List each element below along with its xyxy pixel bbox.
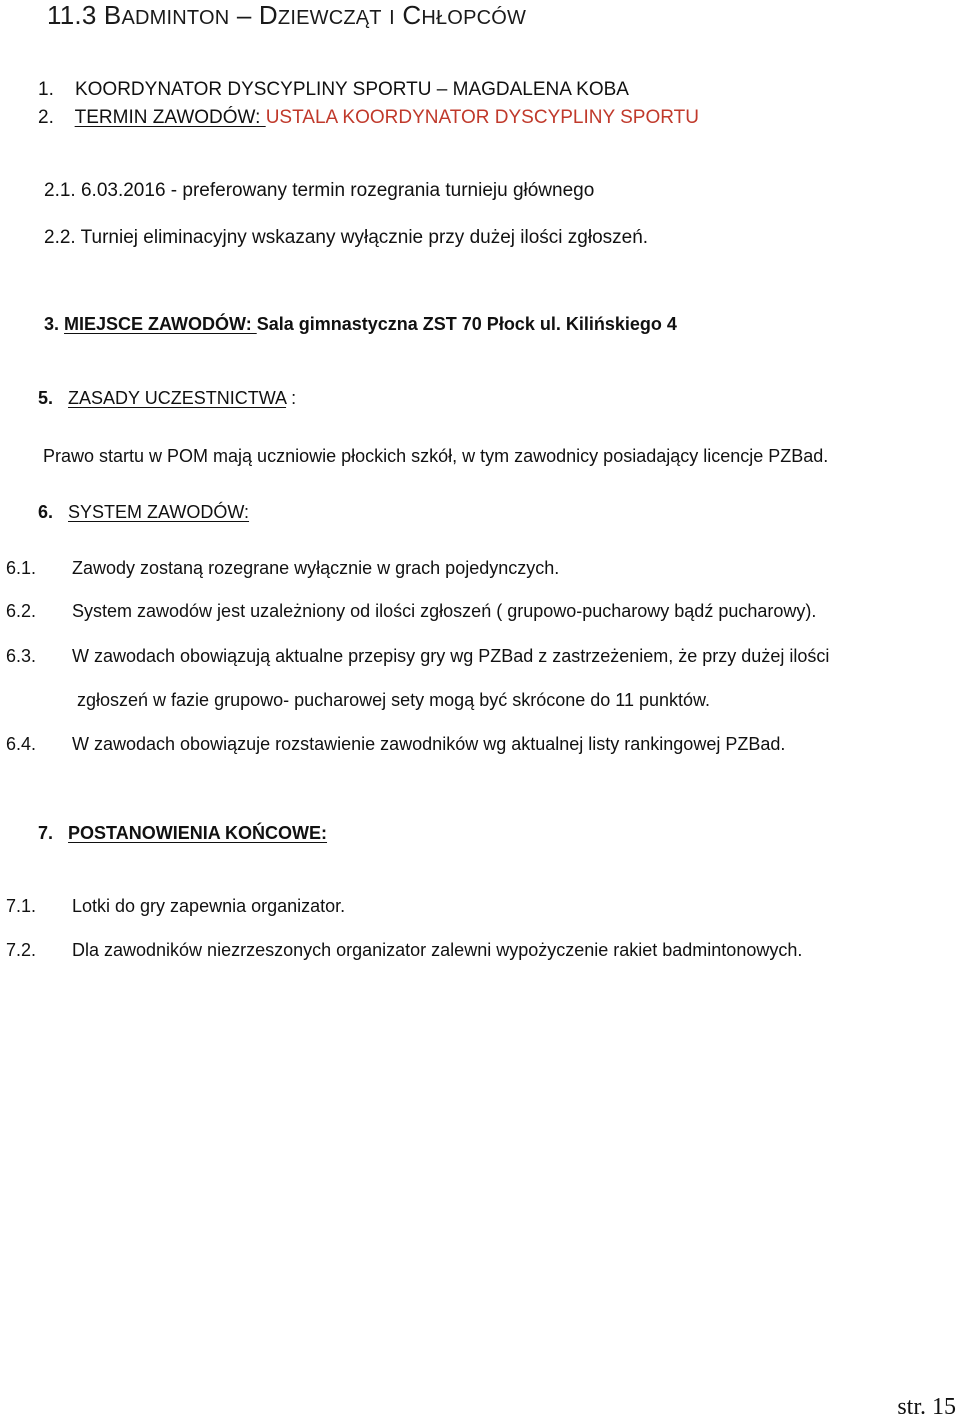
section-number: 11.3 bbox=[47, 0, 97, 30]
item-6-4 bbox=[6, 734, 785, 755]
item-6-3-continuation: zgłoszeń w fazie grupowo- pucharowej sety mogą być skrócone do 11 punktów. bbox=[77, 690, 711, 710]
item-7-1 bbox=[6, 896, 345, 917]
item-5 bbox=[38, 388, 296, 409]
title-rest-4: I bbox=[389, 7, 395, 29]
item-3-label: MIEJSCE ZAWODÓW: bbox=[64, 314, 257, 334]
item-3-number: 3. bbox=[44, 314, 60, 334]
item-5-number: 5. bbox=[38, 388, 54, 408]
title-rest-5: HŁOPCÓW bbox=[421, 7, 527, 29]
title-cap-1: B bbox=[103, 0, 122, 30]
title-rest-3: ZIEWCZĄT bbox=[277, 7, 382, 29]
title-cap-3: D bbox=[258, 0, 278, 30]
item-2-1-number: 2.1. bbox=[44, 180, 76, 201]
item-5-text: Prawo startu w POM mają uczniowie płockich szkół, w tym zawodnicy posiadający licencje PZBad. bbox=[43, 446, 829, 466]
item-7-2 bbox=[6, 940, 802, 961]
item-6-2 bbox=[6, 601, 816, 622]
item-1-text: KOORDYNATOR DYSCYPLINY SPORTU – MAGDALENA KOBA bbox=[74, 79, 629, 100]
item-2-2-text: Turniej eliminacyjny wskazany wyłącznie przy dużej ilości zgłoszeń. bbox=[80, 227, 649, 248]
item-7-1-number: 7.1. bbox=[6, 896, 37, 916]
item-2-value: USTALA KOORDYNATOR DYSCYPLINY SPORTU bbox=[265, 107, 699, 128]
page-number: str. 15 bbox=[897, 1394, 956, 1420]
item-7-1-text: Lotki do gry zapewnia organizator. bbox=[72, 896, 346, 916]
item-6 bbox=[38, 502, 249, 523]
item-6-2-number: 6.2. bbox=[6, 601, 37, 621]
item-6-1-number: 6.1. bbox=[6, 558, 37, 578]
item-1-number: 1. bbox=[38, 79, 54, 100]
item-7-number: 7. bbox=[38, 823, 54, 843]
item-6-4-number: 6.4. bbox=[6, 734, 37, 754]
item-6-number: 6. bbox=[38, 502, 54, 522]
item-6-2-text: System zawodów jest uzależniony od ilości zgłoszeń ( grupowo-pucharowy bądź pucharowy). bbox=[72, 601, 817, 621]
item-2-number: 2. bbox=[38, 107, 54, 128]
item-2-2 bbox=[44, 227, 648, 249]
item-7-2-number: 7.2. bbox=[6, 940, 37, 960]
item-7-2-text: Dla zawodników niezrzeszonych organizator zalewni wypożyczenie rakiet badmintonowych. bbox=[72, 940, 803, 960]
item-6-4-text: W zawodach obowiązuje rozstawienie zawodników wg aktualnej listy rankingowej PZBad. bbox=[72, 734, 786, 754]
item-6-3 bbox=[6, 646, 829, 667]
item-6-label: SYSTEM ZAWODÓW: bbox=[68, 502, 250, 522]
item-1 bbox=[38, 79, 629, 101]
item-2 bbox=[38, 107, 699, 129]
item-6-3-number: 6.3. bbox=[6, 646, 37, 666]
title-cap-2: – bbox=[236, 0, 252, 30]
item-3-value: Sala gimnastyczna ZST 70 Płock ul. Kilińskiego 4 bbox=[256, 314, 677, 334]
item-7 bbox=[38, 823, 327, 844]
item-2-label: TERMIN ZAWODÓW: bbox=[74, 107, 266, 128]
item-7-label: POSTANOWIENIA KOŃCOWE: bbox=[68, 823, 328, 843]
item-3 bbox=[44, 314, 677, 335]
item-6-1 bbox=[6, 558, 559, 579]
title-cap-5: C bbox=[402, 0, 422, 30]
item-2-1 bbox=[44, 180, 594, 202]
item-5-label: ZASADY UCZESTNICTWA bbox=[68, 388, 287, 408]
item-2-2-number: 2.2. bbox=[44, 227, 76, 248]
item-6-1-text: Zawody zostaną rozegrane wyłącznie w grach pojedynczych. bbox=[72, 558, 560, 578]
item-5-suffix: : bbox=[286, 388, 297, 408]
title-rest-1: ADMINTON bbox=[121, 7, 230, 29]
item-6-3-text: W zawodach obowiązują aktualne przepisy gry wg PZBad z zastrzeżeniem, że przy dużej ilości bbox=[72, 646, 830, 666]
item-2-1-text: 6.03.2016 - preferowany termin rozegrania turnieju głównego bbox=[80, 180, 595, 201]
section-title bbox=[47, 0, 526, 31]
